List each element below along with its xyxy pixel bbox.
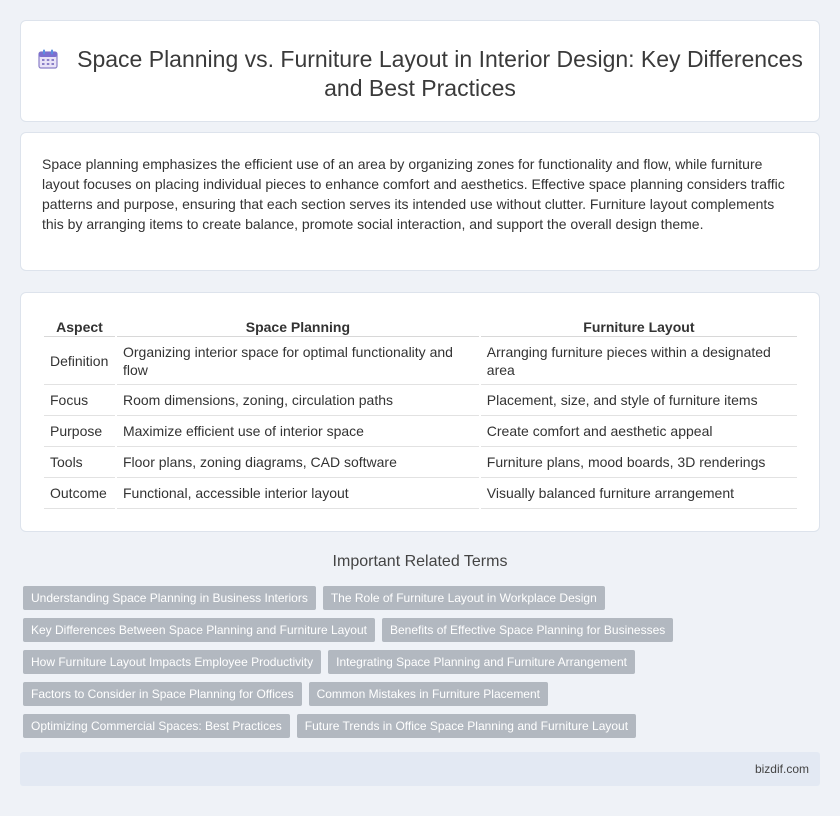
related-term-link[interactable]: Understanding Space Planning in Business Interiors bbox=[23, 586, 316, 610]
tag-row bbox=[23, 650, 823, 674]
comparison-table bbox=[42, 314, 799, 509]
table-row bbox=[44, 385, 797, 416]
cell-furniture-layout: Create comfort and aesthetic appeal bbox=[481, 416, 797, 447]
cell-furniture-layout: Arranging furniture pieces within a designated area bbox=[481, 337, 797, 385]
table-row bbox=[44, 337, 797, 385]
cell-aspect: Purpose bbox=[44, 416, 115, 447]
tag-row bbox=[23, 586, 823, 610]
related-terms-title: Important Related Terms bbox=[332, 553, 508, 570]
comparison-table-card bbox=[20, 292, 820, 532]
cell-aspect: Tools bbox=[44, 447, 115, 478]
cell-aspect: Outcome bbox=[44, 478, 115, 509]
related-term-link[interactable]: Future Trends in Office Space Planning and Furniture Layout bbox=[297, 714, 636, 738]
related-term-link[interactable]: Optimizing Commercial Spaces: Best Practices bbox=[23, 714, 290, 738]
related-term-link[interactable]: Factors to Consider in Space Planning for Offices bbox=[23, 682, 302, 706]
related-term-link[interactable]: Benefits of Effective Space Planning for Businesses bbox=[382, 618, 673, 642]
cell-space-planning: Organizing interior space for optimal functionality and flow bbox=[117, 337, 479, 385]
cell-aspect: Definition bbox=[44, 337, 115, 385]
table-row bbox=[44, 447, 797, 478]
intro-paragraph: Space planning emphasizes the efficient use of an area by organizing zones for functionality and flow, while furniture layout focuses on placing individual pieces to enhance comfort and aesthetics. Effective space planning considers traffic patterns and purpose, ensuring that each section serves its intended use without clutter. Furniture layout complements this by arranging items to create balance, promote social interaction, and support the overall design theme. bbox=[42, 156, 785, 232]
header-card bbox=[20, 20, 820, 122]
related-term-link[interactable]: Common Mistakes in Furniture Placement bbox=[309, 682, 548, 706]
related-term-link[interactable]: Key Differences Between Space Planning and Furniture Layout bbox=[23, 618, 375, 642]
cell-space-planning: Room dimensions, zoning, circulation paths bbox=[117, 385, 479, 416]
calendar-icon bbox=[37, 48, 59, 70]
related-terms-list bbox=[23, 586, 823, 746]
header-furniture-layout: Furniture Layout bbox=[481, 314, 797, 337]
table-header-row bbox=[44, 314, 797, 337]
related-term-link[interactable]: Integrating Space Planning and Furniture Arrangement bbox=[328, 650, 635, 674]
header-aspect: Aspect bbox=[44, 314, 115, 337]
cell-space-planning: Functional, accessible interior layout bbox=[117, 478, 479, 509]
table-row bbox=[44, 416, 797, 447]
related-term-link[interactable]: The Role of Furniture Layout in Workplace Design bbox=[323, 586, 605, 610]
cell-aspect: Focus bbox=[44, 385, 115, 416]
intro-card bbox=[20, 132, 820, 271]
cell-space-planning: Floor plans, zoning diagrams, CAD software bbox=[117, 447, 479, 478]
tag-row bbox=[23, 714, 823, 738]
header-space-planning: Space Planning bbox=[117, 314, 479, 337]
table-row bbox=[44, 478, 797, 509]
related-term-link[interactable]: How Furniture Layout Impacts Employee Productivity bbox=[23, 650, 321, 674]
cell-furniture-layout: Visually balanced furniture arrangement bbox=[481, 478, 797, 509]
cell-space-planning: Maximize efficient use of interior space bbox=[117, 416, 479, 447]
tag-row bbox=[23, 682, 823, 706]
cell-furniture-layout: Placement, size, and style of furniture items bbox=[481, 385, 797, 416]
footer bbox=[20, 752, 820, 786]
page-title-wrap bbox=[21, 45, 819, 103]
cell-furniture-layout: Furniture plans, mood boards, 3D renderings bbox=[481, 447, 797, 478]
tag-row bbox=[23, 618, 823, 642]
page-title: Space Planning vs. Furniture Layout in Interior Design: Key Differences and Best Practices bbox=[77, 46, 803, 101]
footer-site-link[interactable]: bizdif.com bbox=[754, 762, 809, 776]
